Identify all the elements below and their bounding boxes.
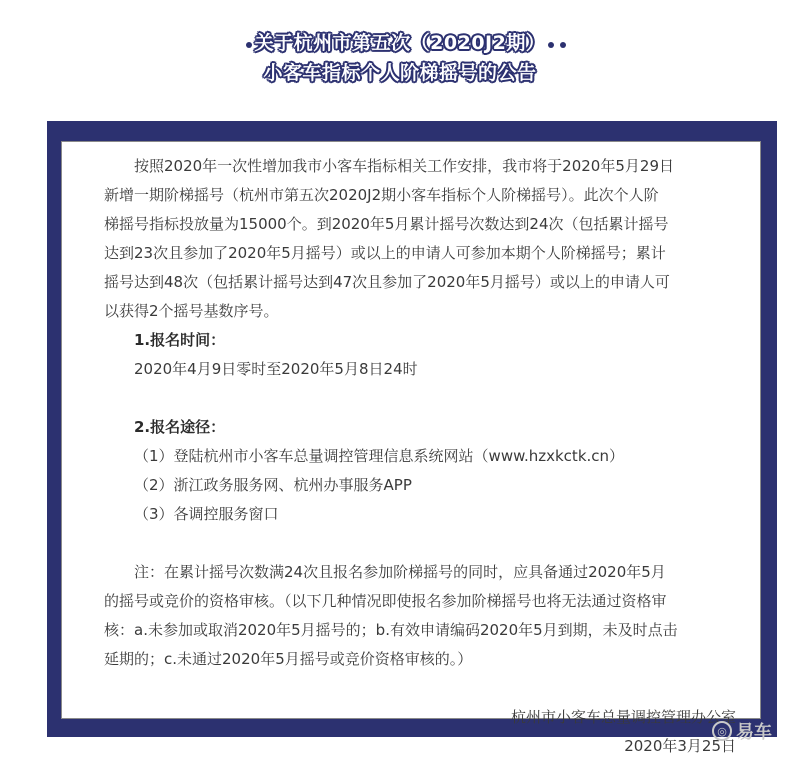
announcement-date: 2020年3月25日 — [624, 737, 736, 755]
channel-item: （1）登陆杭州市小客车总量调控管理信息系统网站（www.hzxkctk.cn） — [134, 447, 625, 465]
dot — [548, 42, 554, 48]
intro-line: 以获得2个摇号基数序号。 — [104, 302, 279, 320]
section-heading-registration-time: 1.报名时间： — [134, 331, 226, 349]
channel-item: （3）各调控服务窗口 — [134, 505, 279, 523]
section-heading-registration-channels: 2.报名途径： — [134, 418, 226, 436]
note-line: 核：a.未参加或取消2020年5月摇号的；b.有效申请编码2020年5月到期，未及时点击 — [104, 621, 678, 639]
registration-time-text: 2020年4月9日零时至2020年5月8日24时 — [134, 360, 418, 378]
signature: 杭州市小客车总量调控管理办公室 — [510, 708, 736, 726]
note-line: 注：在累计摇号次数满24次且报名参加阶梯摇号的同时，应具备通过2020年5月 — [134, 563, 666, 581]
spacer — [104, 674, 744, 703]
decorative-dots-right — [548, 42, 566, 48]
intro-line: 梯摇号指标投放量为15000个。到2020年5月累计摇号次数达到24次（包括累计摇号 — [104, 215, 669, 233]
announcement-header — [0, 0, 800, 110]
title-line-2: 小客车指标个人阶梯摇号的公告 — [263, 62, 537, 84]
intro-line: 新增一期阶梯摇号（杭州市第五次2020J2期小客车指标个人阶梯摇号）。此次个人阶 — [104, 186, 659, 204]
logo-icon: ◎ — [712, 721, 732, 741]
watermark — [712, 716, 798, 746]
channel-item: （2）浙江政务服务网、杭州办事服务APP — [134, 476, 412, 494]
intro-line: 摇号达到48次（包括累计摇号达到47次且参加了2020年5月摇号）或以上的申请人可 — [104, 273, 670, 291]
watermark-text: 易车 — [736, 722, 772, 743]
intro-line: 达到23次且参加了2020年5月摇号）或以上的申请人可参加本期个人阶梯摇号；累计 — [104, 244, 666, 262]
announcement-content — [104, 152, 744, 761]
title-line-1: 关于杭州市第五次（2020J2期） — [254, 32, 546, 54]
note-line: 的摇号或竞价的资格审核。（以下几种情况即使报名参加阶梯摇号也将无法通过资格审 — [104, 592, 667, 610]
note-line: 延期的；c.未通过2020年5月摇号或竞价资格审核的。） — [104, 650, 473, 668]
announcement-frame — [47, 121, 777, 755]
dot — [560, 42, 566, 48]
spacer — [104, 384, 744, 413]
spacer — [104, 529, 744, 558]
intro-line: 按照2020年一次性增加我市小客车指标相关工作安排，我市将于2020年5月29日 — [134, 157, 674, 175]
